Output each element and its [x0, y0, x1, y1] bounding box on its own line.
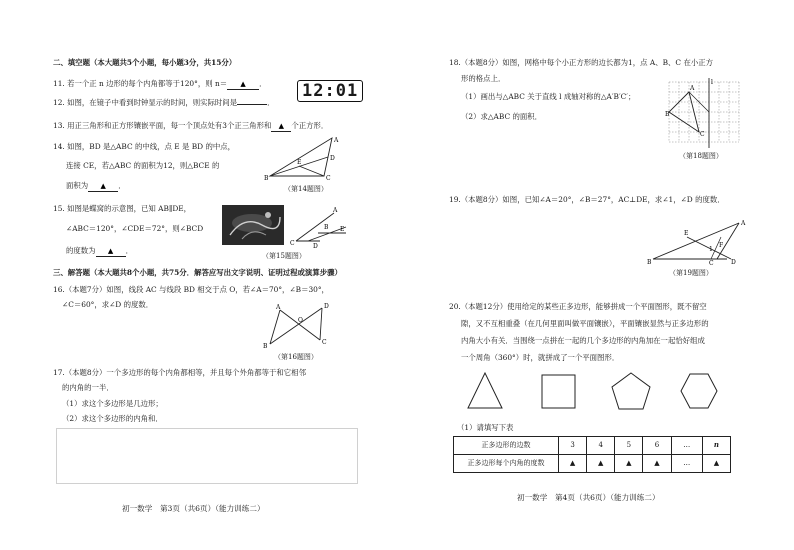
- svg-text:B: B: [264, 175, 269, 182]
- q18-part2: （2）求△ABC 的面积．: [461, 112, 543, 121]
- q15-line2: ∠ABC＝120°，∠CDE＝72°，则∠BCD: [66, 224, 204, 233]
- table-cell: 4: [587, 437, 615, 455]
- svg-text:B: B: [263, 343, 268, 350]
- q15-line3: 的度数为 ▲ ．: [66, 246, 133, 255]
- q17-part1: （1）求这个多边形是几边形；: [62, 399, 163, 408]
- q13-text: 13. 用正三角形和正方形镶嵌平面，每一个顶点处有3个正三角形和 ▲ 个正方形．: [53, 121, 329, 130]
- square-shape: [542, 375, 575, 408]
- table-cell: …: [671, 455, 702, 473]
- fig15-caption: （第15题图）: [262, 252, 306, 260]
- svg-text:D: D: [330, 155, 335, 162]
- q20-fill-table: [453, 436, 731, 473]
- svg-text:D: D: [324, 303, 329, 310]
- pentagon-shape: [612, 373, 650, 409]
- fig16-diagram: [260, 300, 340, 350]
- answer-cell[interactable]: ▲: [702, 455, 730, 473]
- table-row-label: 正多边形每个内角的度数: [454, 455, 559, 473]
- right-footer: 初一数学 第4页（共6页）（能力训练二）: [517, 493, 660, 502]
- q20-line1: 20.（本题12分）使用给定的某些正多边形，能够拼成一个平面图形，既不留空: [449, 302, 707, 311]
- left-footer: 初一数学 第3页（共6页）（能力训练二）: [122, 504, 265, 513]
- q16-line1: 16.（本题7分）如图，线段 AC 与线段 BD 相交于点 O，若∠A＝70°，∠B＝30°，: [53, 285, 329, 294]
- q14-line1: 14. 如图，BD 是△ABC 的中线，点 E 是 BD 的中点，: [53, 142, 236, 151]
- q11-blank[interactable]: ▲: [227, 79, 259, 90]
- table-cell: 5: [615, 437, 643, 455]
- svg-text:C: C: [700, 131, 705, 138]
- svg-text:D: D: [731, 259, 736, 265]
- q12-blank[interactable]: [237, 104, 267, 105]
- svg-text:C: C: [709, 260, 714, 265]
- answer-cell[interactable]: ▲: [559, 455, 587, 473]
- table-cell: 3: [559, 437, 587, 455]
- hexagon-shape: [681, 374, 717, 408]
- fig19-caption: （第19题图）: [669, 269, 713, 277]
- q18-part1: （1）画出与△ABC 关于直线 l 成轴对称的△A′B′C′；: [461, 92, 636, 101]
- svg-text:F: F: [719, 242, 724, 249]
- q20-line3: 内角大小有关．当围绕一点拼在一起的几个多边形的内角加在一起恰好组成: [461, 336, 705, 345]
- svg-text:D: D: [313, 243, 318, 249]
- q14-blank[interactable]: ▲: [88, 181, 118, 192]
- fig14-caption: （第14题图）: [284, 185, 328, 193]
- table-cell: …: [671, 437, 702, 455]
- fig16-caption: （第16题图）: [274, 353, 318, 361]
- svg-text:E: E: [297, 159, 302, 166]
- mirror-clock: 12:01: [297, 80, 363, 102]
- fig15-diagram: [288, 205, 348, 249]
- q17-part2: （2）求这个多边形的内角和．: [62, 414, 163, 423]
- section2-heading: 二、填空题（本大题共5个小题，每小题3分，共15分）: [53, 58, 237, 67]
- q20-line2: 隙，又不互相重叠（在几何里面叫做平面镶嵌），平面镶嵌显然与正多边形的: [461, 319, 709, 328]
- svg-text:E: E: [340, 226, 345, 233]
- q14-line3: 面积为 ▲ ．: [66, 181, 126, 190]
- answer-cell[interactable]: ▲: [643, 455, 671, 473]
- right-page: [397, 0, 794, 550]
- bleed-through-table: [56, 428, 358, 484]
- q14-line2: 连接 CE，若△ABC 的面积为12，则△BCE 的: [66, 161, 220, 170]
- q11-text: 11. 若一个正 n 边形的每个内角都等于120°，则 n＝ ▲ ．: [53, 79, 267, 88]
- svg-text:A: A: [690, 85, 695, 92]
- triangle-shape: [468, 373, 502, 408]
- fig19-diagram: [647, 215, 747, 265]
- svg-text:O: O: [298, 317, 303, 324]
- svg-text:A: A: [741, 220, 746, 227]
- q18-line2: 形的格点上．: [461, 74, 506, 83]
- table-row: [454, 437, 731, 455]
- table-row-label: 正多边形的边数: [454, 437, 559, 455]
- q19-text: 19.（本题8分）如图，已知∠A＝20°，∠B＝27°，AC⊥DE，求∠1，∠D 的度数．: [449, 195, 725, 204]
- q17-line1: 17.（本题8分）一个多边形的每个内角都相等，并且每个外角都等于和它相邻: [53, 368, 306, 377]
- table-row: [454, 455, 731, 473]
- fig15-photo: [222, 205, 284, 245]
- svg-text:C: C: [322, 339, 327, 346]
- svg-text:A: A: [276, 304, 281, 311]
- q16-line2: ∠C＝60°，求∠D 的度数．: [62, 300, 154, 309]
- q13-blank[interactable]: ▲: [271, 121, 291, 132]
- table-cell: 6: [643, 437, 671, 455]
- svg-text:l: l: [711, 79, 713, 86]
- svg-text:A: A: [333, 207, 338, 214]
- q15-line1: 15. 如图是蝶窝的示意图，已知 AB∥DE，: [53, 204, 192, 213]
- q18-line1: 18.（本题8分）如图，网格中每个小正方形的边长都为1，点 A、B、C 在小正方: [449, 58, 714, 67]
- q20-subquestion: （1）请填写下表: [457, 423, 514, 432]
- svg-text:E: E: [684, 230, 689, 237]
- svg-text:1: 1: [709, 246, 713, 253]
- q20-line4: 一个周角（360°）时，就拼成了一个平面图形．: [461, 353, 620, 362]
- q15-blank[interactable]: ▲: [96, 246, 126, 257]
- fig18-grid: [665, 78, 743, 152]
- q12-text: 12. 如图，在镜子中看到时钟显示的时间，则实际时间是 ．: [53, 98, 275, 107]
- q17-line2: 的内角的一半．: [62, 383, 114, 392]
- svg-text:B: B: [647, 259, 652, 265]
- polygon-row: [465, 370, 735, 412]
- table-cell: n: [702, 437, 730, 455]
- fig14-triangle: [262, 134, 342, 182]
- section3-heading: 三、解答题（本大题共8个小题，共75分．解答应写出文字说明、证明过程或演算步骤）: [53, 268, 342, 277]
- svg-text:B: B: [665, 111, 670, 118]
- fig18-caption: （第18题图）: [679, 152, 723, 160]
- svg-text:A: A: [334, 137, 339, 144]
- svg-text:C: C: [326, 175, 331, 182]
- answer-cell[interactable]: ▲: [587, 455, 615, 473]
- answer-cell[interactable]: ▲: [615, 455, 643, 473]
- svg-text:B: B: [324, 224, 329, 231]
- svg-text:C: C: [290, 240, 295, 247]
